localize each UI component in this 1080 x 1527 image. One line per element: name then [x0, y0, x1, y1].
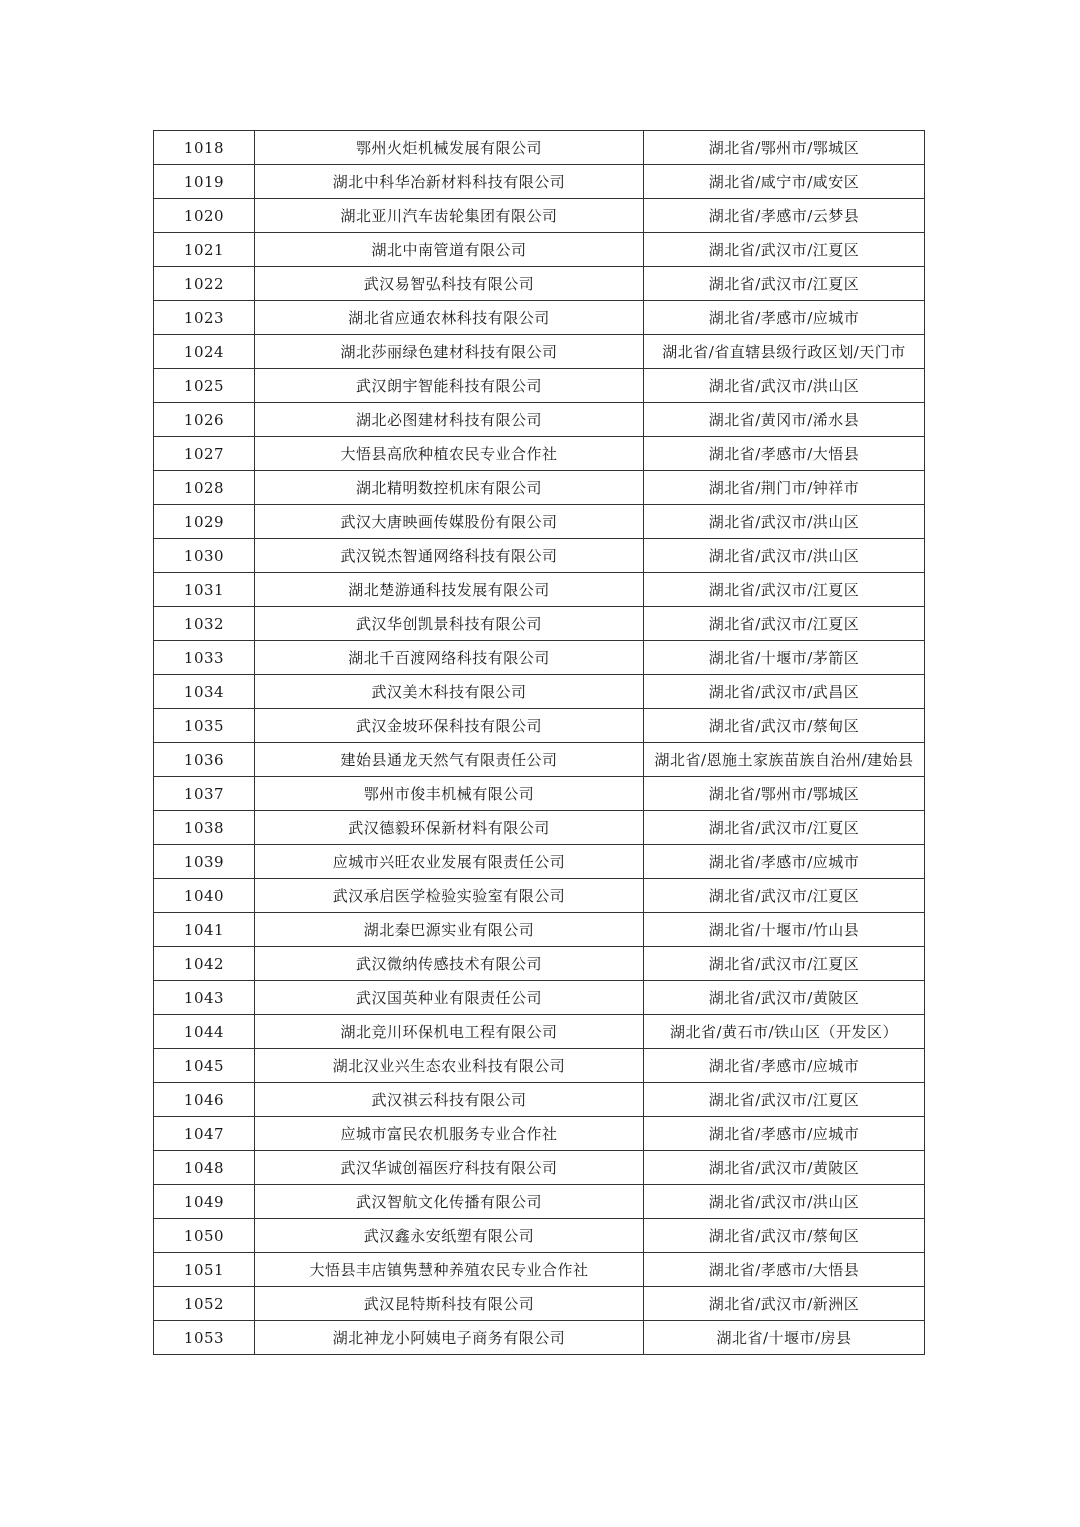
- table-row: [154, 947, 925, 981]
- company-name-cell: 应城市兴旺农业发展有限责任公司: [255, 845, 644, 879]
- company-name-cell: 湖北千百渡网络科技有限公司: [255, 641, 644, 675]
- row-number-cell: 1044: [154, 1015, 255, 1049]
- company-name-cell: 大悟县高欣种植农民专业合作社: [255, 437, 644, 471]
- table-row: [154, 1049, 925, 1083]
- table-row: [154, 981, 925, 1015]
- row-number-cell: 1048: [154, 1151, 255, 1185]
- table-row: [154, 845, 925, 879]
- table-row: [154, 1253, 925, 1287]
- location-cell: 湖北省/武汉市/江夏区: [644, 947, 925, 981]
- table-row: [154, 675, 925, 709]
- location-cell: 湖北省/武汉市/黄陂区: [644, 981, 925, 1015]
- table-row: [154, 505, 925, 539]
- row-number-cell: 1050: [154, 1219, 255, 1253]
- table-row: [154, 131, 925, 165]
- row-number-cell: 1018: [154, 131, 255, 165]
- company-name-cell: 武汉大唐映画传媒股份有限公司: [255, 505, 644, 539]
- location-cell: 湖北省/武汉市/洪山区: [644, 539, 925, 573]
- location-cell: 湖北省/武汉市/江夏区: [644, 607, 925, 641]
- company-name-cell: 武汉锐杰智通网络科技有限公司: [255, 539, 644, 573]
- table-row: [154, 1219, 925, 1253]
- table-row: [154, 709, 925, 743]
- location-cell: 湖北省/武汉市/新洲区: [644, 1287, 925, 1321]
- company-name-cell: 湖北秦巴源实业有限公司: [255, 913, 644, 947]
- company-name-cell: 武汉昆特斯科技有限公司: [255, 1287, 644, 1321]
- location-cell: 湖北省/武汉市/江夏区: [644, 267, 925, 301]
- location-cell: 湖北省/荆门市/钟祥市: [644, 471, 925, 505]
- location-cell: 湖北省/十堰市/茅箭区: [644, 641, 925, 675]
- location-cell: 湖北省/武汉市/武昌区: [644, 675, 925, 709]
- table-row: [154, 879, 925, 913]
- company-name-cell: 湖北精明数控机床有限公司: [255, 471, 644, 505]
- company-name-cell: 武汉朗宇智能科技有限公司: [255, 369, 644, 403]
- row-number-cell: 1027: [154, 437, 255, 471]
- row-number-cell: 1024: [154, 335, 255, 369]
- table-row: [154, 777, 925, 811]
- company-name-cell: 湖北中科华冶新材料科技有限公司: [255, 165, 644, 199]
- table-row: [154, 1287, 925, 1321]
- row-number-cell: 1023: [154, 301, 255, 335]
- row-number-cell: 1047: [154, 1117, 255, 1151]
- row-number-cell: 1042: [154, 947, 255, 981]
- location-cell: 湖北省/武汉市/江夏区: [644, 811, 925, 845]
- location-cell: 湖北省/恩施土家族苗族自治州/建始县: [644, 743, 925, 777]
- row-number-cell: 1029: [154, 505, 255, 539]
- row-number-cell: 1034: [154, 675, 255, 709]
- table-row: [154, 165, 925, 199]
- company-name-cell: 武汉金坡环保科技有限公司: [255, 709, 644, 743]
- company-name-cell: 湖北必图建材科技有限公司: [255, 403, 644, 437]
- row-number-cell: 1045: [154, 1049, 255, 1083]
- table-row: [154, 267, 925, 301]
- company-name-cell: 鄂州市俊丰机械有限公司: [255, 777, 644, 811]
- location-cell: 湖北省/孝感市/大悟县: [644, 437, 925, 471]
- location-cell: 湖北省/孝感市/应城市: [644, 1049, 925, 1083]
- company-name-cell: 武汉承启医学检验实验室有限公司: [255, 879, 644, 913]
- table-row: [154, 1083, 925, 1117]
- location-cell: 湖北省/武汉市/江夏区: [644, 233, 925, 267]
- company-name-cell: 武汉华创凯景科技有限公司: [255, 607, 644, 641]
- row-number-cell: 1049: [154, 1185, 255, 1219]
- location-cell: 湖北省/孝感市/云梦县: [644, 199, 925, 233]
- company-name-cell: 湖北汉业兴生态农业科技有限公司: [255, 1049, 644, 1083]
- row-number-cell: 1043: [154, 981, 255, 1015]
- table-row: [154, 641, 925, 675]
- table-body: [154, 131, 925, 1355]
- table-row: [154, 811, 925, 845]
- location-cell: 湖北省/十堰市/竹山县: [644, 913, 925, 947]
- row-number-cell: 1040: [154, 879, 255, 913]
- table-row: [154, 335, 925, 369]
- row-number-cell: 1031: [154, 573, 255, 607]
- location-cell: 湖北省/孝感市/应城市: [644, 301, 925, 335]
- row-number-cell: 1025: [154, 369, 255, 403]
- company-name-cell: 湖北中南管道有限公司: [255, 233, 644, 267]
- location-cell: 湖北省/武汉市/江夏区: [644, 1083, 925, 1117]
- location-cell: 湖北省/武汉市/蔡甸区: [644, 709, 925, 743]
- table-row: [154, 301, 925, 335]
- company-name-cell: 湖北省应通农林科技有限公司: [255, 301, 644, 335]
- location-cell: 湖北省/咸宁市/咸安区: [644, 165, 925, 199]
- row-number-cell: 1035: [154, 709, 255, 743]
- row-number-cell: 1051: [154, 1253, 255, 1287]
- table-row: [154, 1185, 925, 1219]
- location-cell: 湖北省/武汉市/洪山区: [644, 505, 925, 539]
- row-number-cell: 1038: [154, 811, 255, 845]
- row-number-cell: 1039: [154, 845, 255, 879]
- company-name-cell: 武汉祺云科技有限公司: [255, 1083, 644, 1117]
- row-number-cell: 1022: [154, 267, 255, 301]
- row-number-cell: 1052: [154, 1287, 255, 1321]
- row-number-cell: 1026: [154, 403, 255, 437]
- company-name-cell: 武汉国英种业有限责任公司: [255, 981, 644, 1015]
- table-row: [154, 573, 925, 607]
- row-number-cell: 1037: [154, 777, 255, 811]
- row-number-cell: 1021: [154, 233, 255, 267]
- company-name-cell: 湖北亚川汽车齿轮集团有限公司: [255, 199, 644, 233]
- location-cell: 湖北省/武汉市/江夏区: [644, 879, 925, 913]
- company-name-cell: 湖北神龙小阿姨电子商务有限公司: [255, 1321, 644, 1355]
- location-cell: 湖北省/省直辖县级行政区划/天门市: [644, 335, 925, 369]
- row-number-cell: 1053: [154, 1321, 255, 1355]
- location-cell: 湖北省/武汉市/洪山区: [644, 1185, 925, 1219]
- table-row: [154, 1151, 925, 1185]
- row-number-cell: 1019: [154, 165, 255, 199]
- company-name-cell: 武汉微纳传感技术有限公司: [255, 947, 644, 981]
- company-name-cell: 湖北楚游通科技发展有限公司: [255, 573, 644, 607]
- company-name-cell: 武汉鑫永安纸塑有限公司: [255, 1219, 644, 1253]
- company-name-cell: 武汉易智弘科技有限公司: [255, 267, 644, 301]
- table-row: [154, 1117, 925, 1151]
- company-name-cell: 武汉智航文化传播有限公司: [255, 1185, 644, 1219]
- company-name-cell: 武汉华诚创福医疗科技有限公司: [255, 1151, 644, 1185]
- location-cell: 湖北省/鄂州市/鄂城区: [644, 777, 925, 811]
- table-row: [154, 913, 925, 947]
- location-cell: 湖北省/黄石市/铁山区（开发区）: [644, 1015, 925, 1049]
- location-cell: 湖北省/孝感市/应城市: [644, 1117, 925, 1151]
- table-row: [154, 199, 925, 233]
- table-row: [154, 743, 925, 777]
- row-number-cell: 1041: [154, 913, 255, 947]
- row-number-cell: 1028: [154, 471, 255, 505]
- table-row: [154, 471, 925, 505]
- location-cell: 湖北省/武汉市/蔡甸区: [644, 1219, 925, 1253]
- table-row: [154, 1321, 925, 1355]
- row-number-cell: 1046: [154, 1083, 255, 1117]
- company-name-cell: 应城市富民农机服务专业合作社: [255, 1117, 644, 1151]
- company-name-cell: 湖北莎丽绿色建材科技有限公司: [255, 335, 644, 369]
- company-name-cell: 大悟县丰店镇隽慧种养殖农民专业合作社: [255, 1253, 644, 1287]
- table-row: [154, 539, 925, 573]
- company-name-cell: 鄂州火炬机械发展有限公司: [255, 131, 644, 165]
- table-row: [154, 437, 925, 471]
- location-cell: 湖北省/黄冈市/浠水县: [644, 403, 925, 437]
- location-cell: 湖北省/武汉市/江夏区: [644, 573, 925, 607]
- company-name-cell: 武汉德毅环保新材料有限公司: [255, 811, 644, 845]
- table-row: [154, 403, 925, 437]
- location-cell: 湖北省/武汉市/黄陂区: [644, 1151, 925, 1185]
- company-name-cell: 湖北竞川环保机电工程有限公司: [255, 1015, 644, 1049]
- company-name-cell: 建始县通龙天然气有限责任公司: [255, 743, 644, 777]
- row-number-cell: 1036: [154, 743, 255, 777]
- location-cell: 湖北省/鄂州市/鄂城区: [644, 131, 925, 165]
- document-page: [153, 130, 925, 1355]
- table-row: [154, 607, 925, 641]
- table-row: [154, 1015, 925, 1049]
- table-row: [154, 233, 925, 267]
- location-cell: 湖北省/十堰市/房县: [644, 1321, 925, 1355]
- row-number-cell: 1033: [154, 641, 255, 675]
- company-name-cell: 武汉美木科技有限公司: [255, 675, 644, 709]
- table-row: [154, 369, 925, 403]
- location-cell: 湖北省/武汉市/洪山区: [644, 369, 925, 403]
- row-number-cell: 1032: [154, 607, 255, 641]
- location-cell: 湖北省/孝感市/应城市: [644, 845, 925, 879]
- row-number-cell: 1030: [154, 539, 255, 573]
- row-number-cell: 1020: [154, 199, 255, 233]
- location-cell: 湖北省/孝感市/大悟县: [644, 1253, 925, 1287]
- company-list-table: [153, 130, 925, 1355]
